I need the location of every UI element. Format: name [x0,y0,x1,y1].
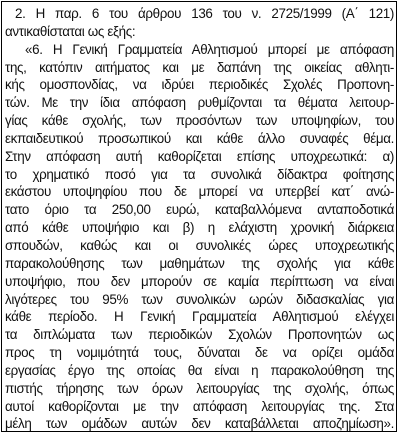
text-line: παρακολούθησης των μαθημάτων της σχολής για κάθε [5,255,394,271]
text-line: κής ομοσπονδίας, να ιδρύει περιοδικές Σχολές Προπονη- [5,77,394,93]
text-line: το χρηματικό ποσό για τα συνολικά δίδακτρα φοίτησης [5,166,394,182]
text-line: εργασίας έργο της οποίας θα είναι η παρακολούθηση της [5,362,394,378]
text-line: τατο όριο τα 250,00 ευρώ, καταβαλλόμενα ανταποδοτικά [5,202,394,218]
text-line: τών. Με την ίδια απόφαση ρυθμίζονται τα θέματα λειτουρ- [5,95,394,111]
text-line: εκπαιδευτικού προσωπικού και κάθε άλλο συναφές θέμα. [5,130,394,146]
text-line: προς τη νομιμότητά τους, δύναται δε να ορίζει ομάδα [5,345,394,361]
text-line: γίας κάθε σχολής, των προσόντων των υποψηφίων, του [5,113,394,129]
text-line: υποψήφιο, που δεν μπορούν σε καμία περίπτωση να είναι [5,273,394,289]
text-line: αντικαθίσταται ως εξής: [5,23,136,39]
document-frame [1,1,397,432]
text-line: από κάθε υποψήφιο και β) η ελάχιστη χρονική διάρκεια [5,220,394,236]
text-line: σπουδών, καθώς και οι συνολικές ώρες υποχρεωτικής [5,237,394,253]
text-line: «6. Η Γενική Γραμματεία Αθλητισμού μπορεί με απόφαση [25,41,394,57]
text-line: 2. Η παρ. 6 του άρθρου 136 του ν. 2725/1999 (Α΄ 121) [15,6,394,21]
text-line: πιστής τήρησης των όρων λειτουργίας της σχολής, όπως [5,380,394,396]
text-line: τα διπλώματα των περιοδικών Σχολών Προπονητών ως [5,327,394,343]
document-text [5,5,394,433]
text-line: κάθε περίοδο. Η Γενική Γραμματεία Αθλητισμού ελέγχει [5,309,394,325]
text-line: μέλη των ομάδων αυτών δεν καταβάλλεται αποζημίωση». [5,416,394,432]
text-line: εκάστου υποψηφίου που δε μπορεί να υπερβεί κατ΄ ανώ- [5,184,394,200]
text-line: αυτοί καθορίζονται με την απόφαση λειτουργίας της. Στα [5,398,394,414]
text-line: Στην απόφαση αυτή καθορίζεται επίσης υποχρεωτικά: α) [5,148,394,164]
text-line: της, κατόπιν αιτήματος και με δαπάνη της οικείας αθλητι- [5,59,394,75]
text-line: λιγότερες του 95% των συνολικών ωρών διδασκαλίας για [5,291,394,307]
